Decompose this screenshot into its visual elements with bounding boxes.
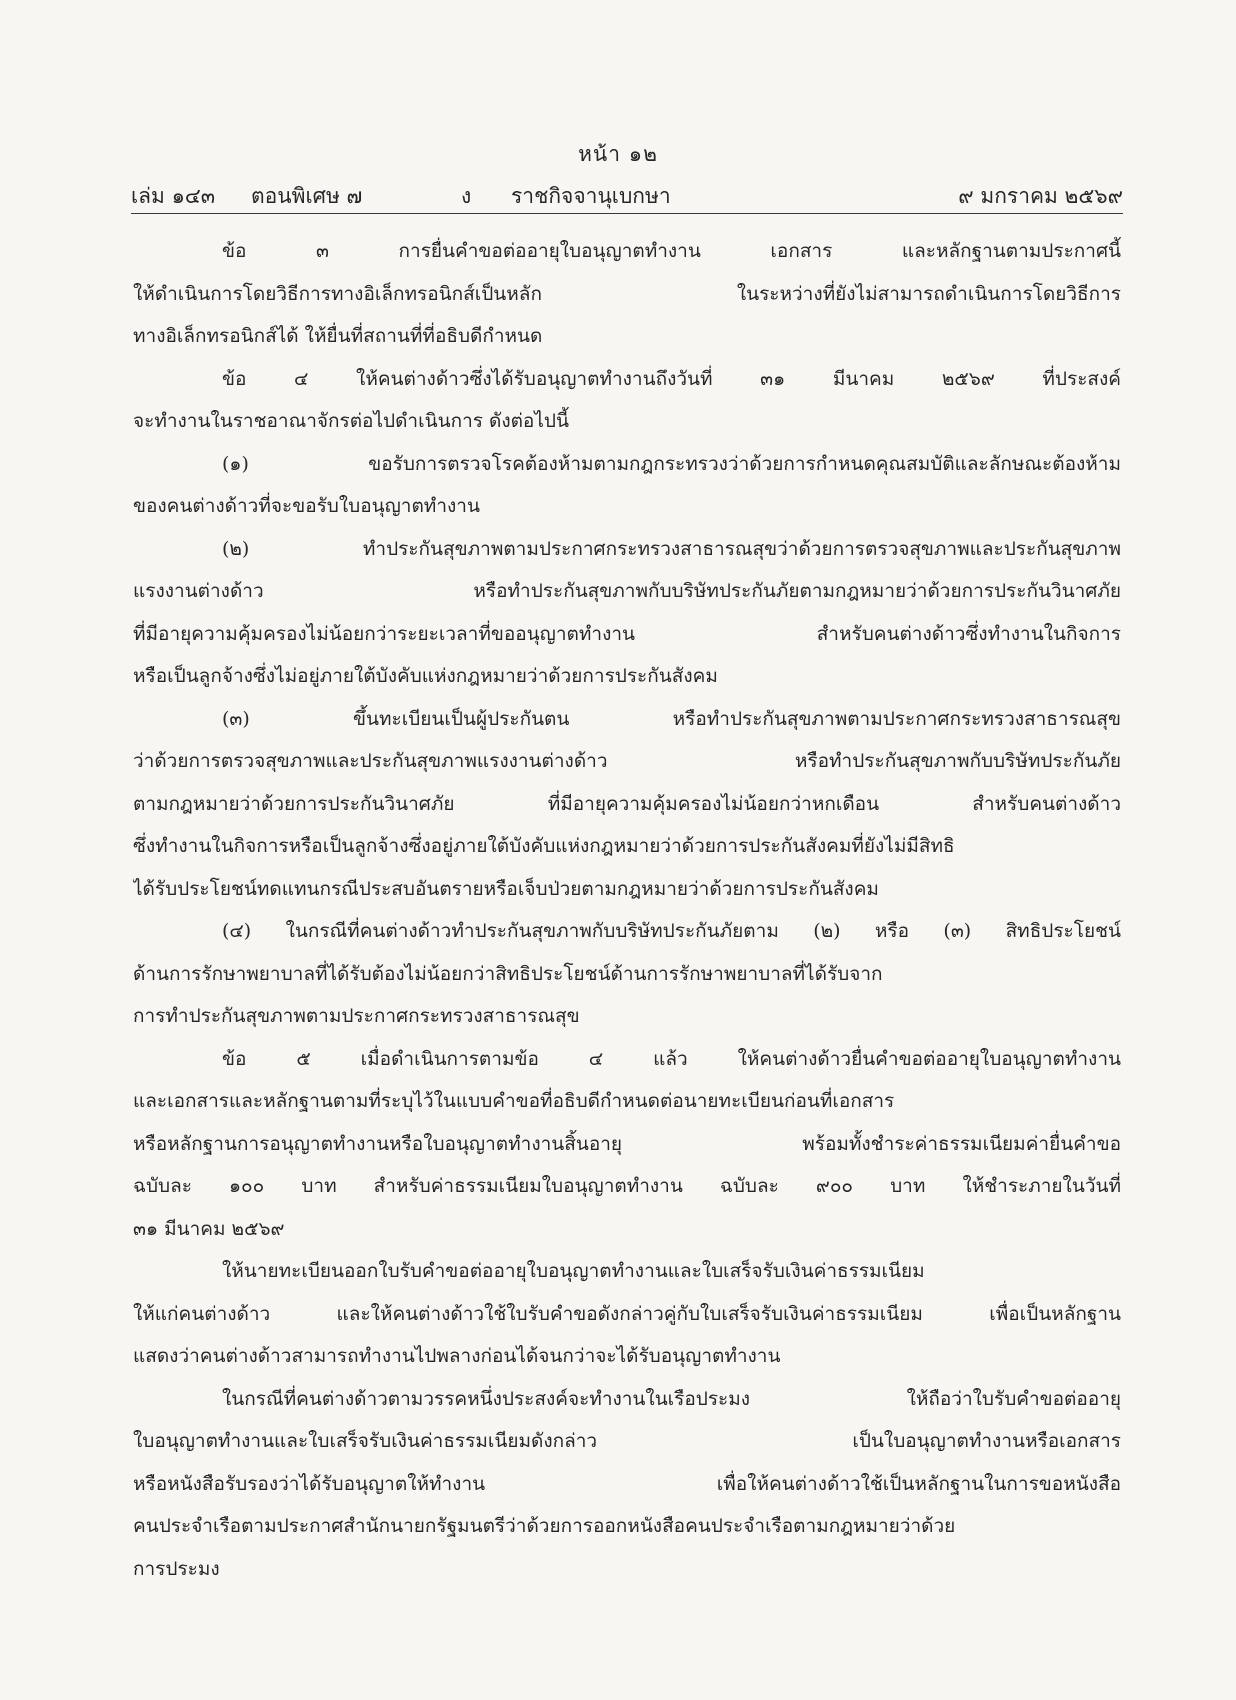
clause-4-item-3 (133, 698, 1121, 911)
header-divider (131, 213, 1123, 214)
text-line: ด้านการรักษาพยาบาลที่ได้รับต้องไม่น้อยกว่าสิทธิประโยชน์ด้านการรักษาพยาบาลที่ได้รับจาก (133, 962, 883, 985)
text-line: หรือเป็นลูกจ้างซึ่งไม่อยู่ภายใต้บังคับแห่งกฎหมายว่าด้วยการประกันสังคม (133, 665, 718, 687)
text-line: แสดงว่าคนต่างด้าวสามารถทำงานไปพลางก่อนได้จนกว่าจะได้รับอนุญาตทำงาน (133, 1345, 781, 1367)
text-line: การทำประกันสุขภาพตามประกาศกระทรวงสาธารณสุข (133, 1005, 580, 1027)
text-line: ได้รับประโยชน์ทดแทนกรณีประสบอันตรายหรือเจ็บป่วยตามกฎหมายว่าด้วยการประกันสังคม (133, 877, 879, 900)
text-line: ที่มีอายุความคุ้มครองไม่น้อยกว่าระยะเวลาที่ขออนุญาตทำงาน สำหรับคนต่างด้าวซึ่งทำงานในกิจการ (133, 622, 1121, 645)
publication-date: ๙ มกราคม ๒๕๖๙ (958, 184, 1123, 208)
text-line: การประมง (133, 1557, 220, 1580)
text-line: และเอกสารและหลักฐานตามที่ระบุไว้ในแบบคำขอที่อธิบดีกำหนดต่อนายทะเบียนก่อนที่เอกสาร (133, 1090, 895, 1112)
text-line: ๓๑ มีนาคม ๒๕๖๙ (133, 1217, 285, 1240)
text-line: ตามกฎหมายว่าด้วยการประกันวินาศภัย ที่มีอายุความคุ้มครองไม่น้อยกว่าหกเดือน สำหรับคนต่างด้าว (133, 792, 1121, 815)
clause-5-paragraph-2 (133, 1250, 1121, 1378)
clause-4 (133, 358, 1121, 443)
text-line: ว่าด้วยการตรวจสุขภาพและประกันสุขภาพแรงงานต่างด้าว หรือทำประกันสุขภาพกับบริษัทประกันภัย (133, 750, 1121, 772)
clause-4-item-2 (133, 528, 1121, 698)
text-line: ให้ดำเนินการโดยวิธีการทางอิเล็กทรอนิกส์เป็นหลัก ในระหว่างที่ยังไม่สามารถดำเนินการโดยวิธีการ (133, 282, 1121, 305)
clause-5-paragraph-3 (133, 1378, 1121, 1591)
gazette-name: ราชกิจจานุเบกษา (511, 184, 671, 208)
text-line: ข้อ ๕ เมื่อดำเนินการตามข้อ ๔ แล้ว ให้คนต่างด้าวยื่นคำขอต่ออายุใบอนุญาตทำงาน (222, 1047, 1121, 1070)
text-line: แรงงานต่างด้าว หรือทำประกันสุขภาพกับบริษัทประกันภัยตามกฎหมายว่าด้วยการประกันวินาศภัย (133, 580, 1121, 602)
document-body (133, 230, 1121, 1590)
clause-5 (133, 1038, 1121, 1251)
text-line: ทางอิเล็กทรอนิกส์ได้ ให้ยื่นที่สถานที่ที่อธิบดีกำหนด (133, 325, 543, 347)
clause-4-item-1 (133, 443, 1121, 528)
page-number: หน้า ๑๒ (578, 142, 658, 166)
text-line: ในกรณีที่คนต่างด้าวตามวรรคหนึ่งประสงค์จะทำงานในเรือประมง ให้ถือว่าใบรับคำขอต่ออายุ (222, 1387, 1121, 1410)
text-line: (๓) ขึ้นทะเบียนเป็นผู้ประกันตน หรือทำประกันสุขภาพตามประกาศกระทรวงสาธารณสุข (222, 707, 1121, 730)
text-line: (๒) ทำประกันสุขภาพตามประกาศกระทรวงสาธารณสุขว่าด้วยการตรวจสุขภาพและประกันสุขภาพ (222, 537, 1121, 560)
text-line: ให้แก่คนต่างด้าว และให้คนต่างด้าวใช้ใบรับคำขอดังกล่าวคู่กับใบเสร็จรับเงินค่าธรรมเนียม เพื่อเป็นหลักฐาน (133, 1302, 1121, 1325)
text-line: คนประจำเรือตามประกาศสำนักนายกรัฐมนตรีว่าด้วยการออกหนังสือคนประจำเรือตามกฎหมายว่าด้วย (133, 1515, 956, 1537)
text-line: (๑) ขอรับการตรวจโรคต้องห้ามตามกฎกระทรวงว่าด้วยการกำหนดคุณสมบัติและลักษณะต้องห้าม (222, 452, 1121, 475)
text-line: ข้อ ๓ การยื่นคำขอต่ออายุใบอนุญาตทำงาน เอกสาร และหลักฐานตามประกาศนี้ (222, 240, 1121, 262)
section-letter: ง (461, 184, 472, 208)
text-line: ใบอนุญาตทำงานและใบเสร็จรับเงินค่าธรรมเนียมดังกล่าว เป็นใบอนุญาตทำงานหรือเอกสาร (133, 1430, 1121, 1452)
text-line: ข้อ ๔ ให้คนต่างด้าวซึ่งได้รับอนุญาตทำงานถึงวันที่ ๓๑ มีนาคม ๒๕๖๙ ที่ประสงค์ (222, 367, 1121, 390)
text-line: หรือหนังสือรับรองว่าได้รับอนุญาตให้ทำงาน เพื่อให้คนต่างด้าวใช้เป็นหลักฐานในการขอหนังสือ (133, 1472, 1121, 1495)
text-line: ให้นายทะเบียนออกใบรับคำขอต่ออายุใบอนุญาตทำงานและใบเสร็จรับเงินค่าธรรมเนียม (222, 1260, 925, 1282)
text-line: จะทำงานในราชอาณาจักรต่อไปดำเนินการ ดังต่อไปนี้ (133, 410, 569, 432)
gazette-header (131, 180, 1123, 210)
text-line: ฉบับละ ๑๐๐ บาท สำหรับค่าธรรมเนียมใบอนุญาตทำงาน ฉบับละ ๙๐๐ บาท ให้ชำระภายในวันที่ (133, 1175, 1121, 1197)
text-line: ของคนต่างด้าวที่จะขอรับใบอนุญาตทำงาน (133, 495, 480, 517)
clause-4-item-4 (133, 910, 1121, 1038)
issue-number: ตอนพิเศษ ๗ (251, 184, 363, 208)
clause-3 (133, 230, 1121, 358)
text-line: ซึ่งทำงานในกิจการหรือเป็นลูกจ้างซึ่งอยู่ภายใต้บังคับแห่งกฎหมายว่าด้วยการประกันสังคมที่ยังไม่มีสิทธิ (133, 835, 955, 857)
text-line: (๔) ในกรณีที่คนต่างด้าวทำประกันสุขภาพกับบริษัทประกันภัยตาม (๒) หรือ (๓) สิทธิประโยชน์ (222, 920, 1121, 942)
text-line: หรือหลักฐานการอนุญาตทำงานหรือใบอนุญาตทำงานสิ้นอายุ พร้อมทั้งชำระค่าธรรมเนียมค่ายื่นคำขอ (133, 1132, 1121, 1155)
volume-number: เล่ม ๑๔๓ (131, 184, 216, 208)
